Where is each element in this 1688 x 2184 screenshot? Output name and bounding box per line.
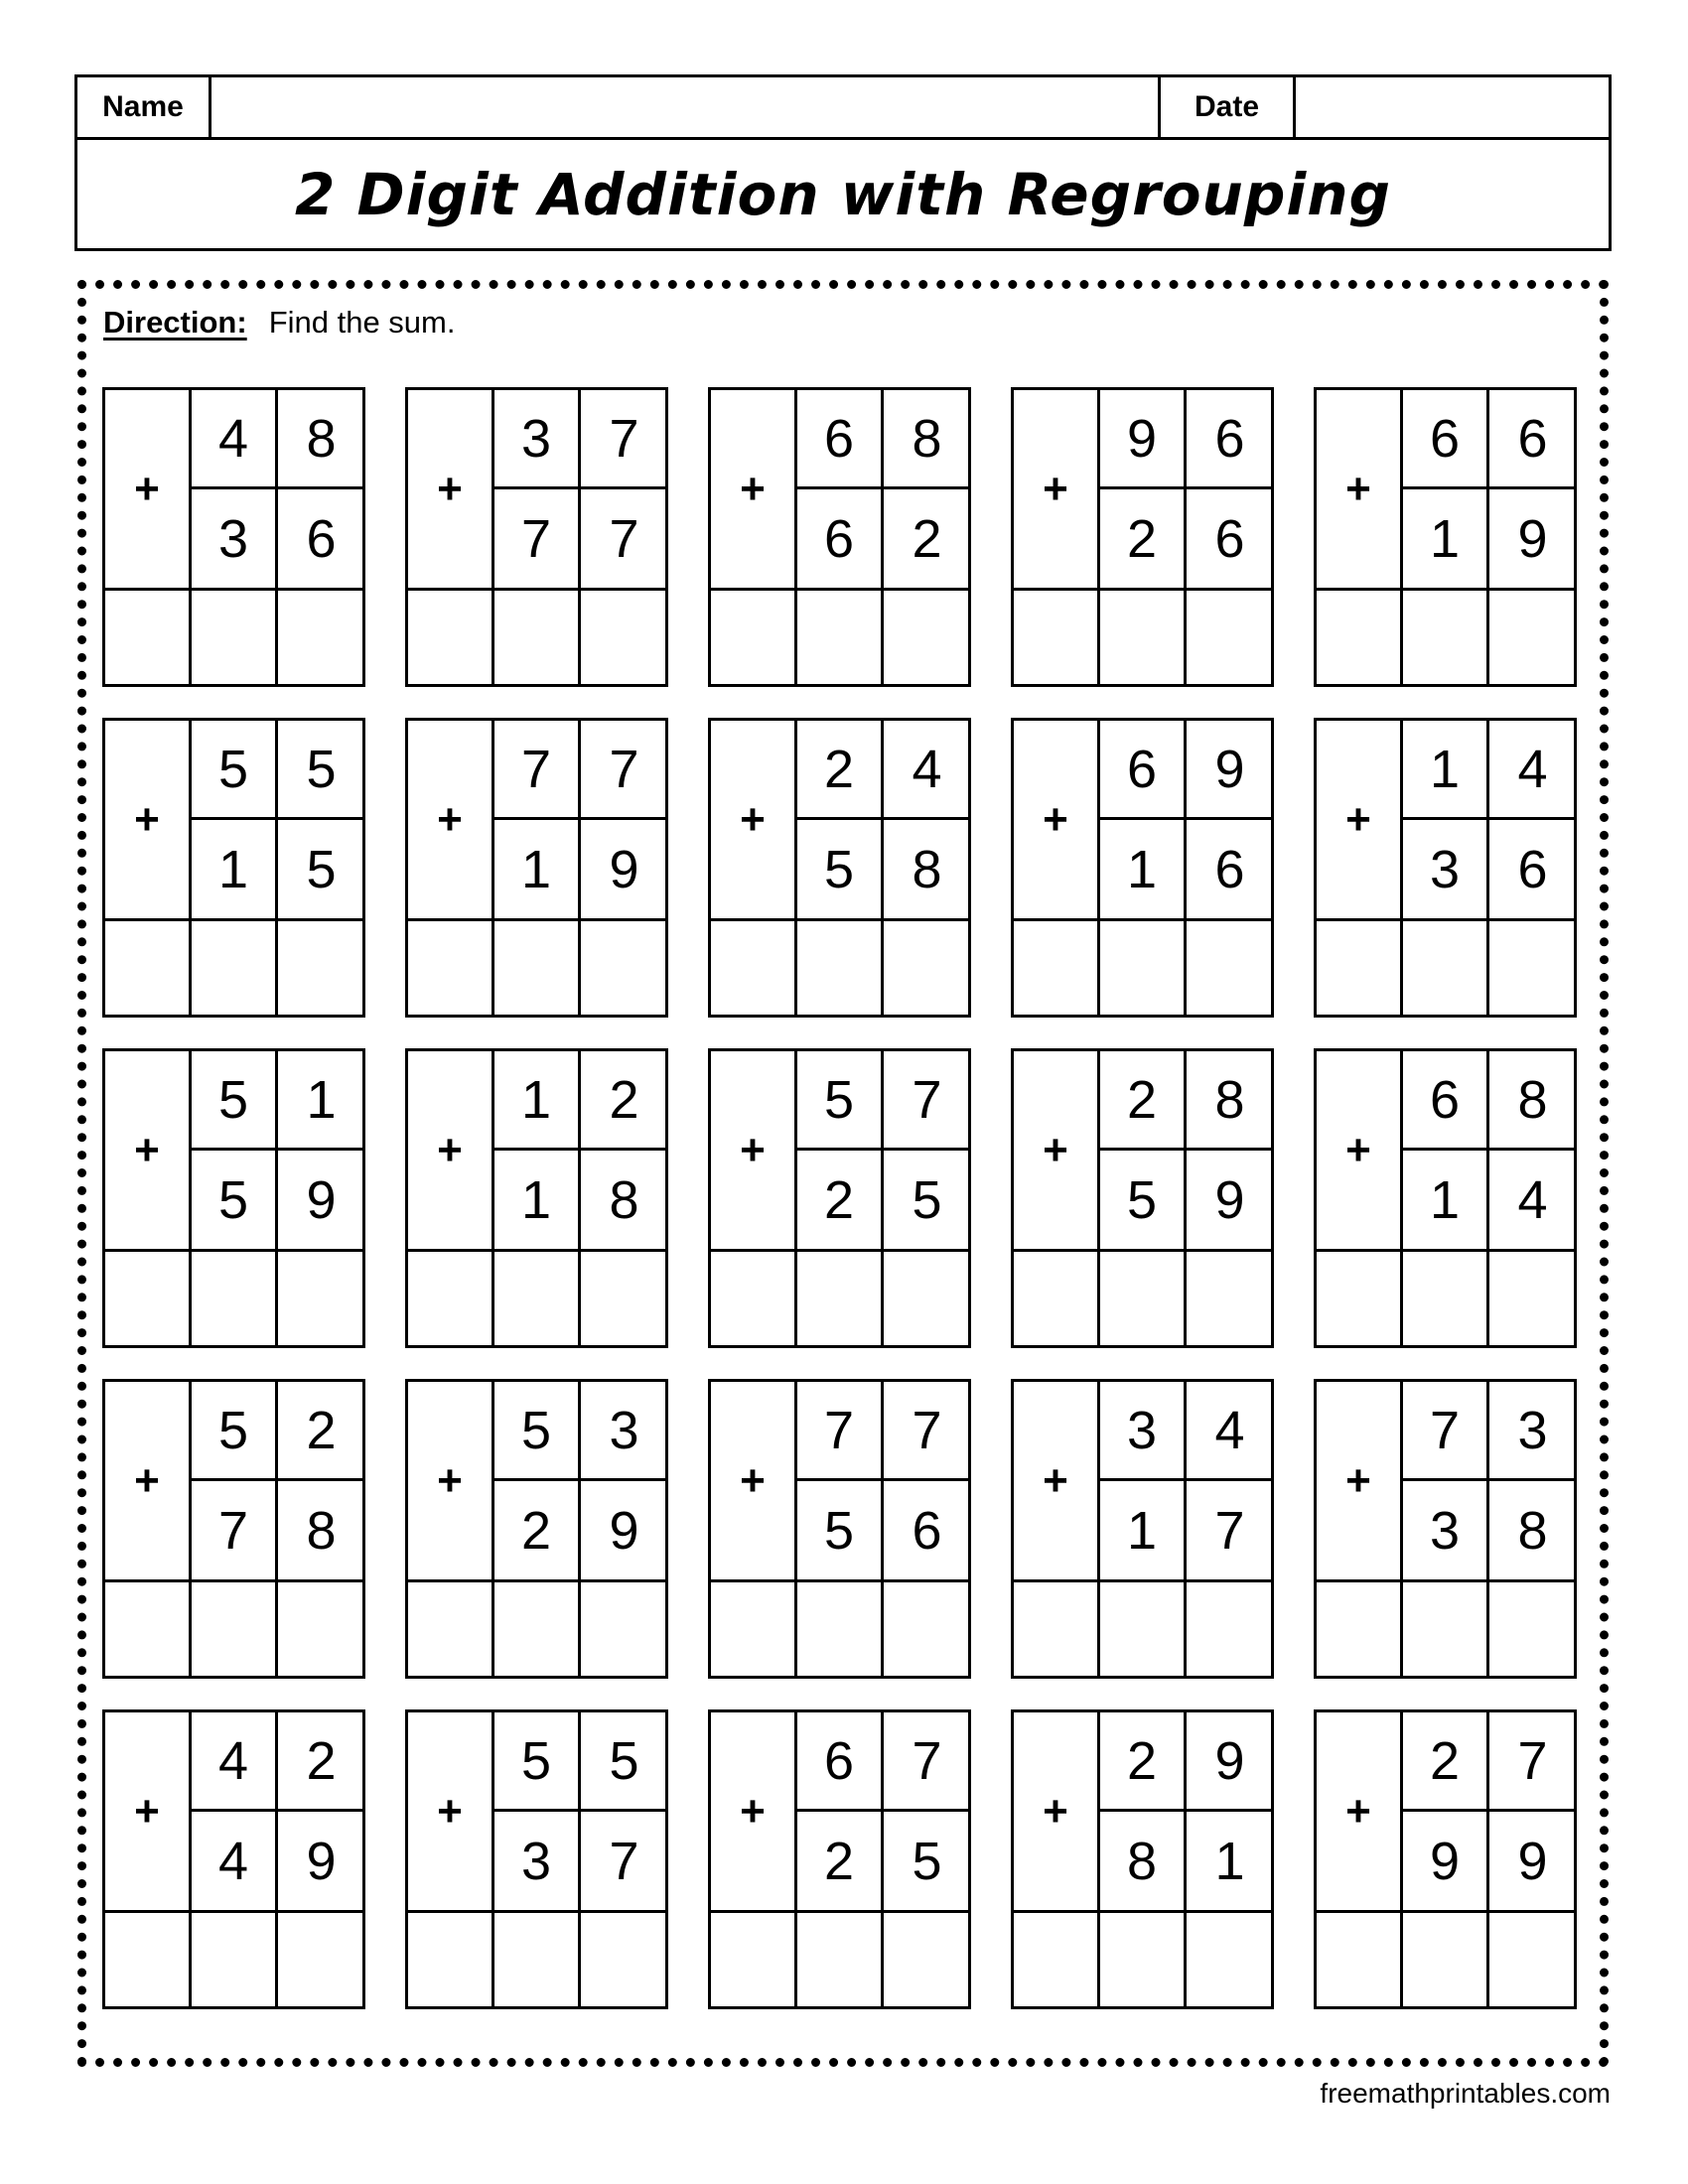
top-tens-digit: 3 [494, 390, 581, 489]
answer-tens-box[interactable] [494, 1582, 581, 1679]
plus-sign: + [1014, 721, 1100, 918]
bottom-tens-digit: 3 [192, 489, 278, 589]
answer-row [105, 1579, 362, 1676]
answer-ones-box[interactable] [1187, 921, 1271, 1018]
bottom-tens-digit: 3 [494, 1812, 581, 1911]
worksheet-header [74, 74, 1612, 251]
answer-row [711, 1249, 968, 1345]
answer-hundreds-box[interactable] [408, 1252, 494, 1348]
answer-hundreds-box[interactable] [1317, 1252, 1403, 1348]
name-date-row [77, 77, 1609, 140]
answer-hundreds-box[interactable] [105, 921, 192, 1018]
answer-tens-box[interactable] [192, 1913, 278, 2009]
bottom-tens-digit: 5 [192, 1151, 278, 1250]
plus-sign: + [711, 1712, 797, 1910]
answer-hundreds-box[interactable] [711, 591, 797, 687]
plus-sign: + [105, 1712, 192, 1910]
answer-tens-box[interactable] [1100, 1913, 1187, 2009]
answer-hundreds-box[interactable] [1014, 1582, 1100, 1679]
answer-ones-box[interactable] [581, 591, 665, 687]
bottom-ones-digit: 6 [1214, 509, 1245, 569]
footer-url: freemathprintables.com [1320, 2078, 1611, 2109]
plus-sign: + [408, 1051, 494, 1249]
top-ones-digit: 2 [278, 1712, 364, 1812]
answer-ones-box[interactable] [884, 1913, 968, 2009]
answer-row [105, 1910, 362, 2006]
plus-sign: + [711, 1051, 797, 1249]
addition-problem [708, 1379, 971, 1679]
answer-ones-box[interactable] [278, 921, 362, 1018]
bottom-tens-digit: 6 [797, 489, 884, 589]
top-tens-digit: 2 [1100, 1712, 1187, 1812]
top-tens-digit: 9 [1100, 390, 1187, 489]
answer-row [1014, 1910, 1271, 2006]
answer-ones-box[interactable] [1187, 1913, 1271, 2009]
plus-sign: + [1014, 390, 1100, 588]
bottom-ones-digit: 8 [912, 840, 942, 899]
top-ones-digit: 8 [278, 390, 364, 489]
answer-tens-box[interactable] [192, 921, 278, 1018]
answer-tens-box[interactable] [494, 591, 581, 687]
answer-ones-box[interactable] [884, 921, 968, 1018]
top-tens-digit: 7 [494, 721, 581, 820]
bottom-ones-digit: 8 [306, 1501, 337, 1561]
addition-problem [1011, 718, 1274, 1018]
answer-tens-box[interactable] [1403, 1252, 1489, 1348]
addition-problem [1011, 1048, 1274, 1348]
bottom-ones-digit: 9 [609, 840, 639, 899]
plus-sign: + [408, 721, 494, 918]
answer-ones-box[interactable] [884, 1582, 968, 1679]
top-ones-digit: 7 [884, 1712, 970, 1812]
answer-row [1014, 1579, 1271, 1676]
bottom-tens-digit: 3 [1403, 820, 1489, 919]
direction-label: Direction: [103, 305, 247, 340]
answer-row [1317, 1910, 1574, 2006]
bottom-ones-digit: 5 [306, 840, 337, 899]
addition-problem [1314, 1709, 1577, 2009]
addition-problem [102, 1709, 365, 2009]
date-label: Date [1161, 77, 1296, 137]
bottom-tens-digit: 5 [797, 1481, 884, 1580]
answer-row [1317, 588, 1574, 684]
answer-ones-box[interactable] [1187, 1252, 1271, 1348]
answer-ones-box[interactable] [884, 591, 968, 687]
plus-sign: + [105, 390, 192, 588]
plus-sign: + [105, 721, 192, 918]
addition-problem [102, 718, 365, 1018]
plus-sign: + [711, 1382, 797, 1579]
answer-tens-box[interactable] [1403, 1582, 1489, 1679]
top-ones-digit: 4 [884, 721, 970, 820]
addition-problem [1314, 387, 1577, 687]
answer-hundreds-box[interactable] [1014, 1252, 1100, 1348]
top-ones-digit: 3 [1489, 1382, 1576, 1481]
answer-ones-box[interactable] [581, 1913, 665, 2009]
bottom-tens-digit: 2 [797, 1812, 884, 1911]
top-tens-digit: 6 [1403, 1051, 1489, 1151]
answer-ones-box[interactable] [1187, 1582, 1271, 1679]
bottom-ones-digit: 6 [1214, 840, 1245, 899]
addition-problem [1011, 1709, 1274, 2009]
bottom-tens-digit: 1 [1100, 820, 1187, 919]
top-tens-digit: 5 [192, 1382, 278, 1481]
plus-sign: + [1317, 390, 1403, 588]
bottom-tens-digit: 8 [1100, 1812, 1187, 1911]
top-tens-digit: 6 [797, 390, 884, 489]
bottom-tens-digit: 9 [1403, 1812, 1489, 1911]
top-ones-digit: 7 [581, 390, 667, 489]
answer-ones-box[interactable] [278, 591, 362, 687]
answer-hundreds-box[interactable] [711, 921, 797, 1018]
answer-ones-box[interactable] [884, 1252, 968, 1348]
top-tens-digit: 2 [1100, 1051, 1187, 1151]
bottom-ones-digit: 7 [609, 1832, 639, 1891]
bottom-tens-digit: 1 [1403, 1151, 1489, 1250]
bottom-ones-digit: 5 [912, 1832, 942, 1891]
answer-hundreds-box[interactable] [105, 1913, 192, 2009]
answer-hundreds-box[interactable] [408, 1913, 494, 2009]
top-tens-digit: 1 [1403, 721, 1489, 820]
bottom-ones-digit: 9 [1517, 509, 1548, 569]
top-ones-digit: 7 [1489, 1712, 1576, 1812]
top-tens-digit: 4 [192, 390, 278, 489]
top-tens-digit: 2 [1403, 1712, 1489, 1812]
answer-tens-box[interactable] [797, 591, 884, 687]
bottom-ones-digit: 1 [1214, 1832, 1245, 1891]
worksheet-title: 2 Digit Addition with Regrouping [294, 160, 1392, 228]
answer-ones-box[interactable] [1489, 1582, 1574, 1679]
addition-problem [708, 1709, 971, 2009]
answer-hundreds-box[interactable] [105, 591, 192, 687]
plus-sign: + [1317, 1712, 1403, 1910]
answer-hundreds-box[interactable] [408, 591, 494, 687]
top-ones-digit: 8 [1489, 1051, 1576, 1151]
top-ones-digit: 7 [581, 721, 667, 820]
top-ones-digit: 5 [278, 721, 364, 820]
answer-hundreds-box[interactable] [105, 1582, 192, 1679]
bottom-ones-digit: 8 [609, 1170, 639, 1230]
addition-problem [405, 387, 668, 687]
plus-sign: + [1014, 1382, 1100, 1579]
answer-ones-box[interactable] [1187, 591, 1271, 687]
top-ones-digit: 6 [1187, 390, 1273, 489]
plus-sign: + [408, 390, 494, 588]
answer-tens-box[interactable] [1403, 921, 1489, 1018]
answer-hundreds-box[interactable] [711, 1582, 797, 1679]
answer-row [408, 918, 665, 1015]
answer-tens-box[interactable] [1403, 1913, 1489, 2009]
answer-row [105, 1249, 362, 1345]
answer-row [1014, 1249, 1271, 1345]
answer-row [1317, 1249, 1574, 1345]
bottom-tens-digit: 1 [1403, 489, 1489, 589]
answer-tens-box[interactable] [494, 921, 581, 1018]
plus-sign: + [105, 1051, 192, 1249]
top-ones-digit: 2 [278, 1382, 364, 1481]
addition-problem [1314, 1379, 1577, 1679]
top-tens-digit: 3 [1100, 1382, 1187, 1481]
top-tens-digit: 2 [797, 721, 884, 820]
answer-ones-box[interactable] [278, 1913, 362, 2009]
answer-row [1317, 1579, 1574, 1676]
top-tens-digit: 6 [1100, 721, 1187, 820]
name-label: Name [77, 77, 211, 137]
bottom-tens-digit: 2 [494, 1481, 581, 1580]
answer-ones-box[interactable] [581, 1582, 665, 1679]
answer-row [1014, 588, 1271, 684]
answer-tens-box[interactable] [494, 1913, 581, 2009]
top-tens-digit: 7 [797, 1382, 884, 1481]
plus-sign: + [711, 390, 797, 588]
top-tens-digit: 4 [192, 1712, 278, 1812]
addition-problem [102, 1379, 365, 1679]
answer-row [408, 1249, 665, 1345]
answer-tens-box[interactable] [797, 921, 884, 1018]
answer-tens-box[interactable] [1403, 591, 1489, 687]
top-ones-digit: 6 [1489, 390, 1576, 489]
bottom-tens-digit: 2 [797, 1151, 884, 1250]
plus-sign: + [1014, 1051, 1100, 1249]
answer-tens-box[interactable] [1100, 921, 1187, 1018]
plus-sign: + [1317, 1382, 1403, 1579]
bottom-tens-digit: 5 [1100, 1151, 1187, 1250]
top-tens-digit: 1 [494, 1051, 581, 1151]
top-ones-digit: 7 [884, 1051, 970, 1151]
bottom-ones-digit: 6 [1517, 840, 1548, 899]
answer-tens-box[interactable] [797, 1252, 884, 1348]
addition-problem [102, 387, 365, 687]
addition-problem [1314, 1048, 1577, 1348]
answer-row [711, 1579, 968, 1676]
addition-problem [102, 1048, 365, 1348]
bottom-ones-digit: 9 [609, 1501, 639, 1561]
plus-sign: + [105, 1382, 192, 1579]
answer-tens-box[interactable] [797, 1913, 884, 2009]
name-field[interactable] [211, 77, 1161, 137]
answer-tens-box[interactable] [192, 1252, 278, 1348]
top-ones-digit: 4 [1489, 721, 1576, 820]
answer-ones-box[interactable] [1489, 1252, 1574, 1348]
bottom-tens-digit: 7 [192, 1481, 278, 1580]
plus-sign: + [1317, 721, 1403, 918]
bottom-tens-digit: 4 [192, 1812, 278, 1911]
addition-problem [1314, 718, 1577, 1018]
bottom-ones-digit: 6 [306, 509, 337, 569]
addition-problem [708, 718, 971, 1018]
answer-row [105, 588, 362, 684]
bottom-tens-digit: 1 [1100, 1481, 1187, 1580]
bottom-ones-digit: 6 [912, 1501, 942, 1561]
top-ones-digit: 2 [581, 1051, 667, 1151]
answer-hundreds-box[interactable] [1014, 591, 1100, 687]
answer-row [711, 918, 968, 1015]
top-tens-digit: 6 [797, 1712, 884, 1812]
answer-tens-box[interactable] [1100, 1582, 1187, 1679]
direction-text: Find the sum. [268, 305, 456, 340]
date-field[interactable] [1296, 77, 1609, 137]
answer-hundreds-box[interactable] [1317, 1582, 1403, 1679]
bottom-ones-digit: 8 [1517, 1501, 1548, 1561]
bottom-ones-digit: 9 [1517, 1832, 1548, 1891]
answer-hundreds-box[interactable] [1014, 921, 1100, 1018]
addition-problem [405, 1048, 668, 1348]
bottom-tens-digit: 1 [192, 820, 278, 919]
addition-problem [405, 1379, 668, 1679]
answer-ones-box[interactable] [1489, 1913, 1574, 2009]
answer-ones-box[interactable] [278, 1582, 362, 1679]
top-tens-digit: 5 [192, 721, 278, 820]
bottom-tens-digit: 1 [494, 820, 581, 919]
bottom-ones-digit: 7 [609, 509, 639, 569]
bottom-tens-digit: 2 [1100, 489, 1187, 589]
plus-sign: + [408, 1712, 494, 1910]
top-ones-digit: 3 [581, 1382, 667, 1481]
answer-hundreds-box[interactable] [105, 1252, 192, 1348]
answer-hundreds-box[interactable] [1014, 1913, 1100, 2009]
top-ones-digit: 8 [884, 390, 970, 489]
answer-hundreds-box[interactable] [711, 1252, 797, 1348]
plus-sign: + [1317, 1051, 1403, 1249]
bottom-ones-digit: 9 [306, 1170, 337, 1230]
answer-row [105, 918, 362, 1015]
bottom-ones-digit: 2 [912, 509, 942, 569]
top-tens-digit: 6 [1403, 390, 1489, 489]
addition-problem [708, 1048, 971, 1348]
top-tens-digit: 7 [1403, 1382, 1489, 1481]
bottom-ones-digit: 4 [1517, 1170, 1548, 1230]
top-tens-digit: 5 [494, 1712, 581, 1812]
answer-hundreds-box[interactable] [408, 1582, 494, 1679]
answer-row [711, 588, 968, 684]
top-ones-digit: 8 [1187, 1051, 1273, 1151]
bottom-tens-digit: 1 [494, 1151, 581, 1250]
plus-sign: + [408, 1382, 494, 1579]
top-ones-digit: 7 [884, 1382, 970, 1481]
top-ones-digit: 9 [1187, 1712, 1273, 1812]
bottom-tens-digit: 5 [797, 820, 884, 919]
answer-tens-box[interactable] [1100, 1252, 1187, 1348]
answer-ones-box[interactable] [581, 1252, 665, 1348]
problem-grid [102, 387, 1582, 2015]
answer-row [1317, 918, 1574, 1015]
plus-sign: + [711, 721, 797, 918]
addition-problem [1011, 387, 1274, 687]
top-ones-digit: 5 [581, 1712, 667, 1812]
bottom-ones-digit: 7 [1214, 1501, 1245, 1561]
plus-sign: + [1014, 1712, 1100, 1910]
answer-tens-box[interactable] [1100, 591, 1187, 687]
addition-problem [708, 387, 971, 687]
answer-hundreds-box[interactable] [408, 921, 494, 1018]
bottom-ones-digit: 9 [1214, 1170, 1245, 1230]
top-tens-digit: 5 [494, 1382, 581, 1481]
bottom-ones-digit: 5 [912, 1170, 942, 1230]
top-tens-digit: 5 [192, 1051, 278, 1151]
answer-hundreds-box[interactable] [1317, 591, 1403, 687]
top-ones-digit: 4 [1187, 1382, 1273, 1481]
answer-row [408, 588, 665, 684]
answer-ones-box[interactable] [581, 921, 665, 1018]
answer-ones-box[interactable] [1489, 921, 1574, 1018]
addition-problem [1011, 1379, 1274, 1679]
answer-tens-box[interactable] [494, 1252, 581, 1348]
answer-row [408, 1579, 665, 1676]
direction [103, 305, 456, 341]
answer-tens-box[interactable] [797, 1582, 884, 1679]
answer-hundreds-box[interactable] [711, 1913, 797, 2009]
answer-row [711, 1910, 968, 2006]
answer-ones-box[interactable] [278, 1252, 362, 1348]
addition-problem [405, 1709, 668, 2009]
answer-hundreds-box[interactable] [1317, 921, 1403, 1018]
top-ones-digit: 9 [1187, 721, 1273, 820]
bottom-tens-digit: 7 [494, 489, 581, 589]
addition-problem [405, 718, 668, 1018]
answer-tens-box[interactable] [192, 1582, 278, 1679]
bottom-ones-digit: 9 [306, 1832, 337, 1891]
answer-hundreds-box[interactable] [1317, 1913, 1403, 2009]
answer-row [408, 1910, 665, 2006]
answer-row [1014, 918, 1271, 1015]
top-tens-digit: 5 [797, 1051, 884, 1151]
bottom-tens-digit: 3 [1403, 1481, 1489, 1580]
answer-tens-box[interactable] [192, 591, 278, 687]
answer-ones-box[interactable] [1489, 591, 1574, 687]
top-ones-digit: 1 [278, 1051, 364, 1151]
